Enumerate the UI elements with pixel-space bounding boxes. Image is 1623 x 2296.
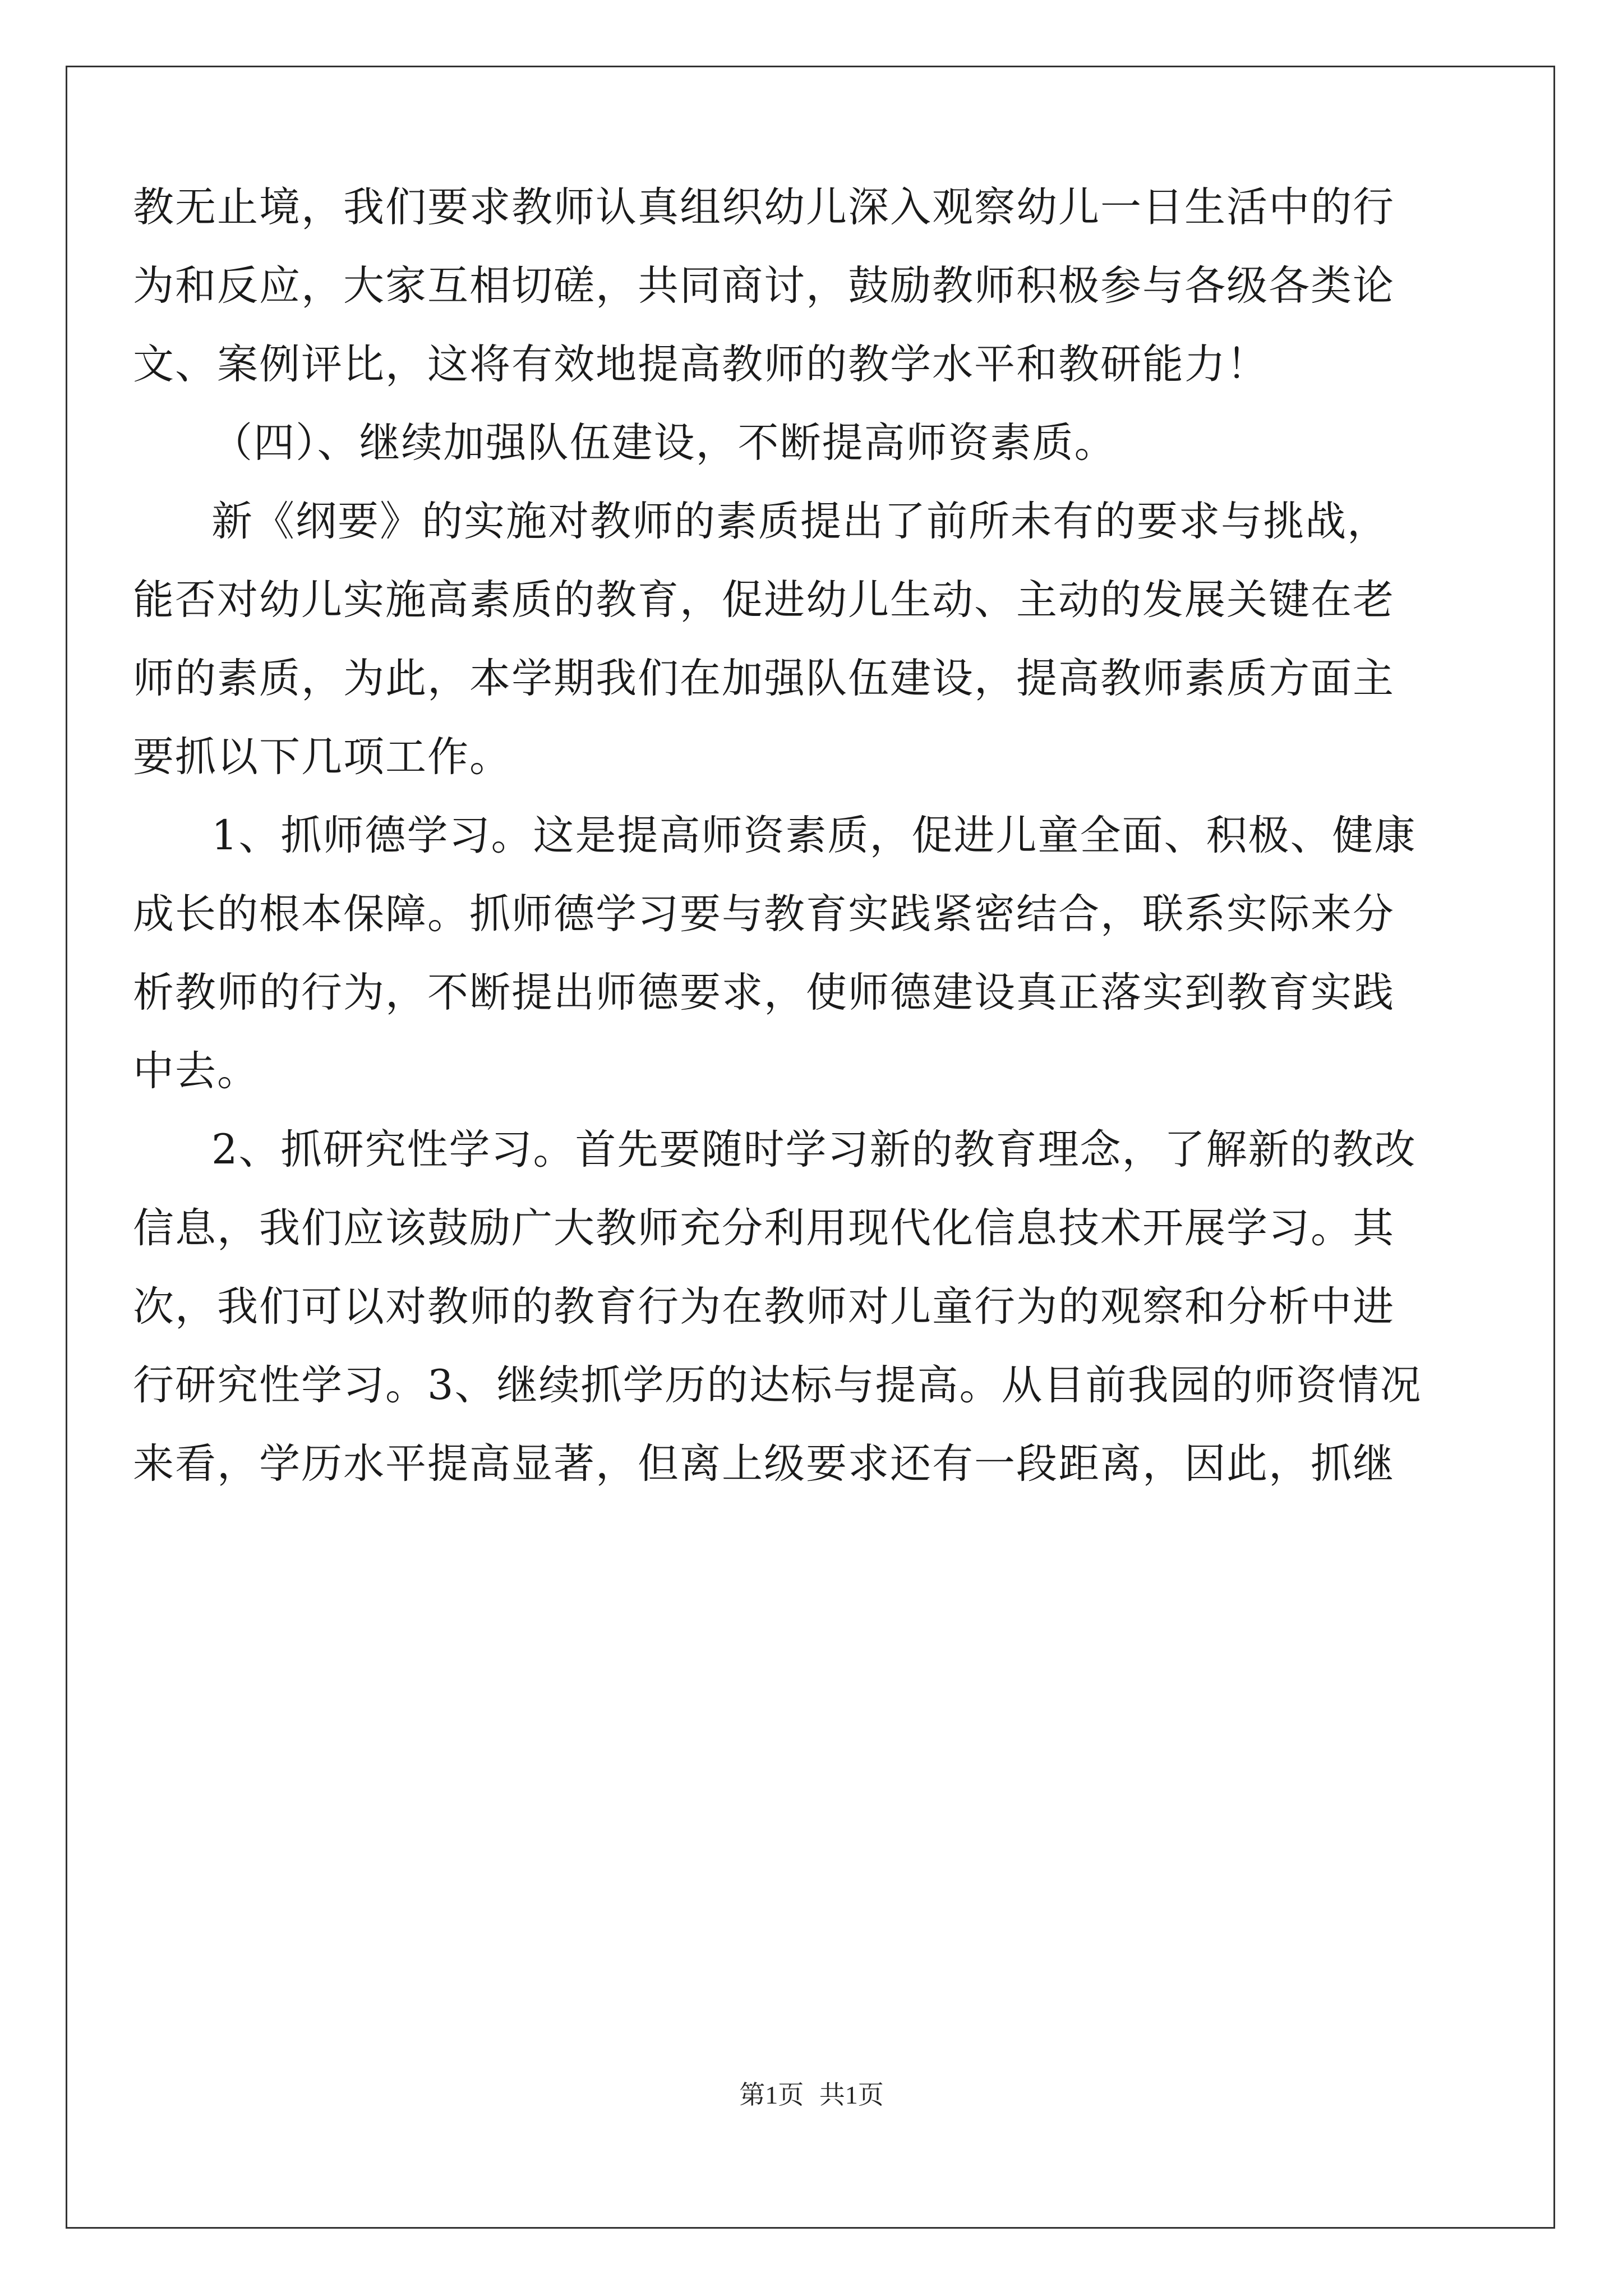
text-line: 来看，学历水平提高显著，但离上级要求还有一段距离，因此，抓继 <box>133 1440 1395 1488</box>
page-number: 第1页 <box>739 2081 804 2109</box>
text-line: 要抓以下几项工作。 <box>133 733 511 781</box>
paragraph-start: 2、抓研究性学习。首先要随时学习新的教育理念，了解新的教改 <box>211 1126 1417 1174</box>
text-line: 为和反应，大家互相切磋，共同商讨，鼓励教师积极参与各级各类论 <box>133 262 1395 310</box>
text-line: 文、案例评比，这将有效地提高教师的教学水平和教研能力！ <box>133 341 1269 388</box>
page-total: 共1页 <box>819 2081 884 2109</box>
paragraph-start: 新《纲要》的实施对教师的素质提出了前所未有的要求与挑战， <box>211 498 1389 545</box>
text-line: 信息，我们应该鼓励广大教师充分利用现代化信息技术开展学习。其 <box>133 1204 1395 1252</box>
text-line: 师的素质，为此，本学期我们在加强队伍建设，提高教师素质方面主 <box>133 655 1395 702</box>
text-line: 中去。 <box>133 1047 259 1095</box>
text-line: 行研究性学习。3、继续抓学历的达标与提高。从目前我园的师资情况 <box>133 1361 1422 1409</box>
text-line: 教无止境，我们要求教师认真组织幼儿深入观察幼儿一日生活中的行 <box>133 183 1395 231</box>
section-heading: （四）、继续加强队伍建设，不断提高师资素质。 <box>211 419 1117 467</box>
page-footer <box>0 2074 1623 2111</box>
text-line: 能否对幼儿实施高素质的教育，促进幼儿生动、主动的发展关键在老 <box>133 576 1395 624</box>
paragraph-start: 1、抓师德学习。这是提高师资素质，促进儿童全面、积极、健康 <box>211 812 1417 859</box>
text-line: 成长的根本保障。抓师德学习要与教育实践紧密结合，联系实际来分 <box>133 890 1395 938</box>
text-line: 次，我们可以对教师的教育行为在教师对儿童行为的观察和分析中进 <box>133 1283 1395 1331</box>
text-line: 析教师的行为，不断提出师德要求，使师德建设真正落实到教育实践 <box>133 969 1395 1016</box>
